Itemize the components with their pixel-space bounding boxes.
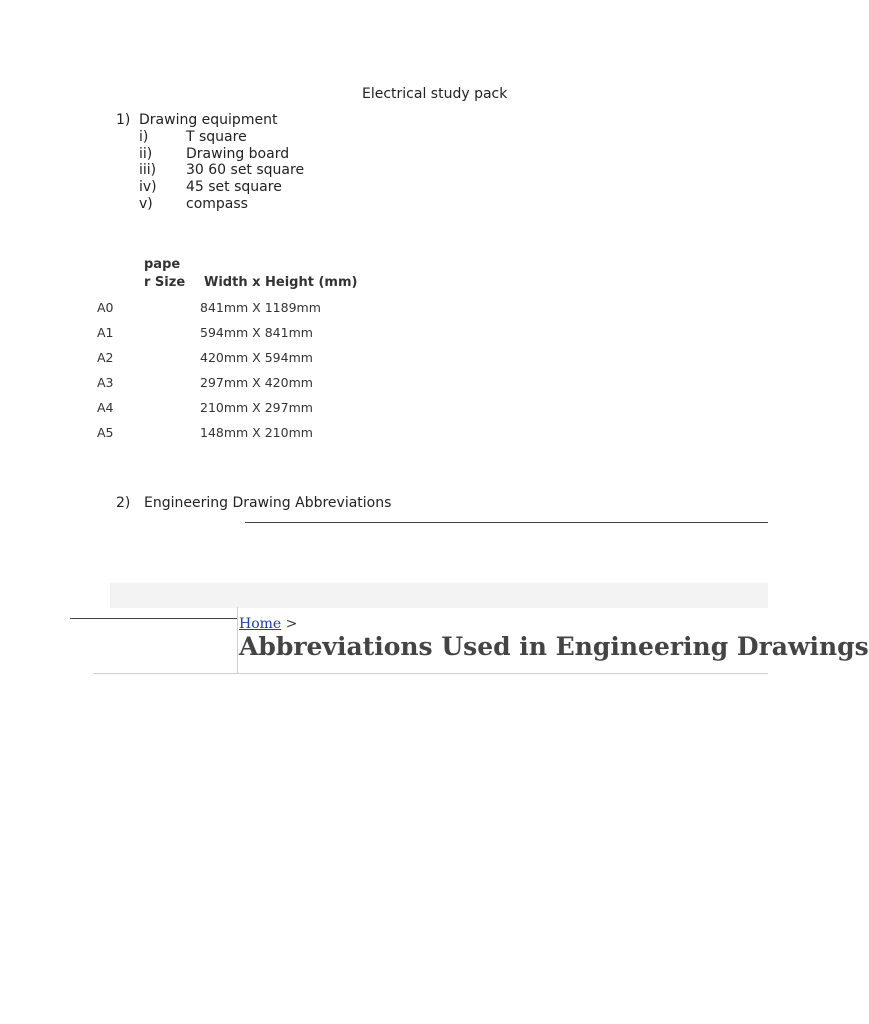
list-item — [139, 196, 248, 212]
list-item-numeral: iv) — [139, 179, 157, 195]
column-divider — [237, 607, 238, 674]
divider — [93, 673, 768, 674]
breadcrumb — [239, 616, 297, 632]
breadcrumb-separator: > — [285, 616, 298, 632]
table-header-size-line2: r Size — [144, 275, 186, 290]
table-cell-dimensions: 148mm X 210mm — [200, 425, 313, 440]
breadcrumb-home-link[interactable]: Home — [239, 616, 282, 632]
table-cell-dimensions: 594mm X 841mm — [200, 325, 313, 340]
page-title: Abbreviations Used in Engineering Drawings — [239, 632, 869, 661]
table-cell-dimensions: 297mm X 420mm — [200, 375, 313, 390]
section-1-title: Drawing equipment — [139, 112, 278, 128]
list-item-text: Drawing board — [186, 146, 290, 162]
table-cell-size: A2 — [97, 350, 114, 365]
divider — [245, 522, 768, 523]
list-item — [139, 162, 304, 178]
table-header-dimensions: Width x Height (mm) — [204, 275, 358, 290]
section-2-title: Engineering Drawing Abbreviations — [144, 495, 392, 511]
list-item-text: T square — [186, 129, 247, 145]
table-cell-dimensions: 841mm X 1189mm — [200, 300, 321, 315]
section-2-heading — [116, 495, 391, 511]
list-item-numeral: v) — [139, 196, 153, 212]
table-cell-size: A1 — [97, 325, 114, 340]
table-cell-size: A0 — [97, 300, 114, 315]
list-item-numeral: iii) — [139, 162, 157, 178]
list-item-text: 45 set square — [186, 179, 282, 195]
table-header-size-line1: pape — [144, 257, 181, 272]
document-title: Electrical study pack — [362, 86, 508, 102]
table-cell-dimensions: 420mm X 594mm — [200, 350, 313, 365]
list-item-numeral: i) — [139, 129, 149, 145]
section-1-number: 1) — [116, 112, 131, 128]
list-item-text: 30 60 set square — [186, 162, 305, 178]
section-1-heading — [116, 112, 277, 128]
list-item-text: compass — [186, 196, 248, 212]
list-item — [139, 146, 289, 162]
table-cell-size: A4 — [97, 400, 114, 415]
list-item — [139, 179, 282, 195]
section-2-number: 2) — [116, 495, 131, 511]
list-item-numeral: ii) — [139, 146, 153, 162]
table-cell-dimensions: 210mm X 297mm — [200, 400, 313, 415]
navigation-bar — [110, 583, 768, 608]
table-cell-size: A5 — [97, 425, 114, 440]
table-cell-size: A3 — [97, 375, 114, 390]
list-item — [139, 129, 247, 145]
divider — [70, 618, 237, 619]
